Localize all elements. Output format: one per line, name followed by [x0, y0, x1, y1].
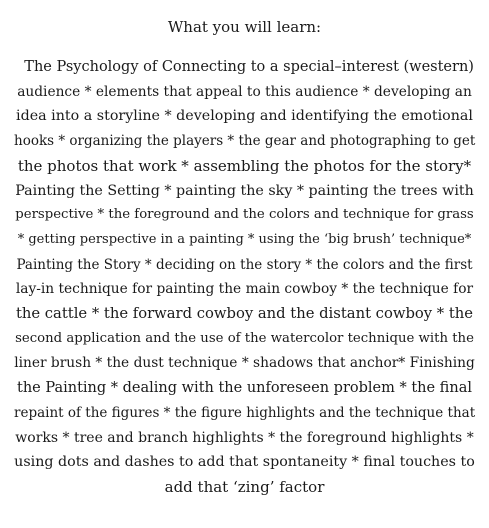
- paragraph-line: using dots and dashes to add that spontaneity * final touches to: [14, 454, 475, 471]
- paragraph-line: the cattle * the forward cowboy and the distant cowboy * the: [15, 305, 474, 323]
- paragraph-line: idea into a storyline * developing and identifying the emotional: [16, 108, 473, 125]
- paragraph-line: hooks * organizing the players * the gear and photographing to get: [14, 133, 476, 150]
- paragraph-line: audience * elements that appeal to this audience * developing an: [17, 83, 472, 100]
- paragraph-line: lay-in technique for painting the main cowboy * the technique for: [15, 281, 474, 298]
- paragraph-line: works * tree and branch highlights * the foreground highlights *: [15, 429, 474, 446]
- paragraph-line: The Psychology of Connecting to a special–interest (western): [15, 59, 474, 75]
- learning-topics-paragraph: [14, 55, 475, 500]
- paragraph-line: liner brush * the dust technique * shadows that anchor* Finishing: [14, 355, 475, 372]
- paragraph-line: the Painting * dealing with the unforeseen problem * the final: [17, 380, 472, 397]
- paragraph-line: * getting perspective in a painting * using the ‘big brush’ technique*: [17, 231, 472, 247]
- paragraph-line: add that ‘zing’ factor: [164, 477, 325, 496]
- paragraph-line: perspective * the foreground and the colors and technique for grass: [15, 207, 474, 223]
- paragraph-line: the photos that work * assembling the photos for the story*: [17, 156, 472, 175]
- paragraph-line: Painting the Story * deciding on the story * the colors and the first: [16, 256, 473, 273]
- paragraph-line: Painting the Setting * painting the sky * painting the trees with: [15, 182, 474, 199]
- paragraph-line: repaint of the figures * the figure highlights and the technique that: [14, 404, 476, 421]
- section-heading: What you will learn:: [167, 18, 322, 36]
- paragraph-line: second application and the use of the watercolor technique with the: [15, 330, 474, 346]
